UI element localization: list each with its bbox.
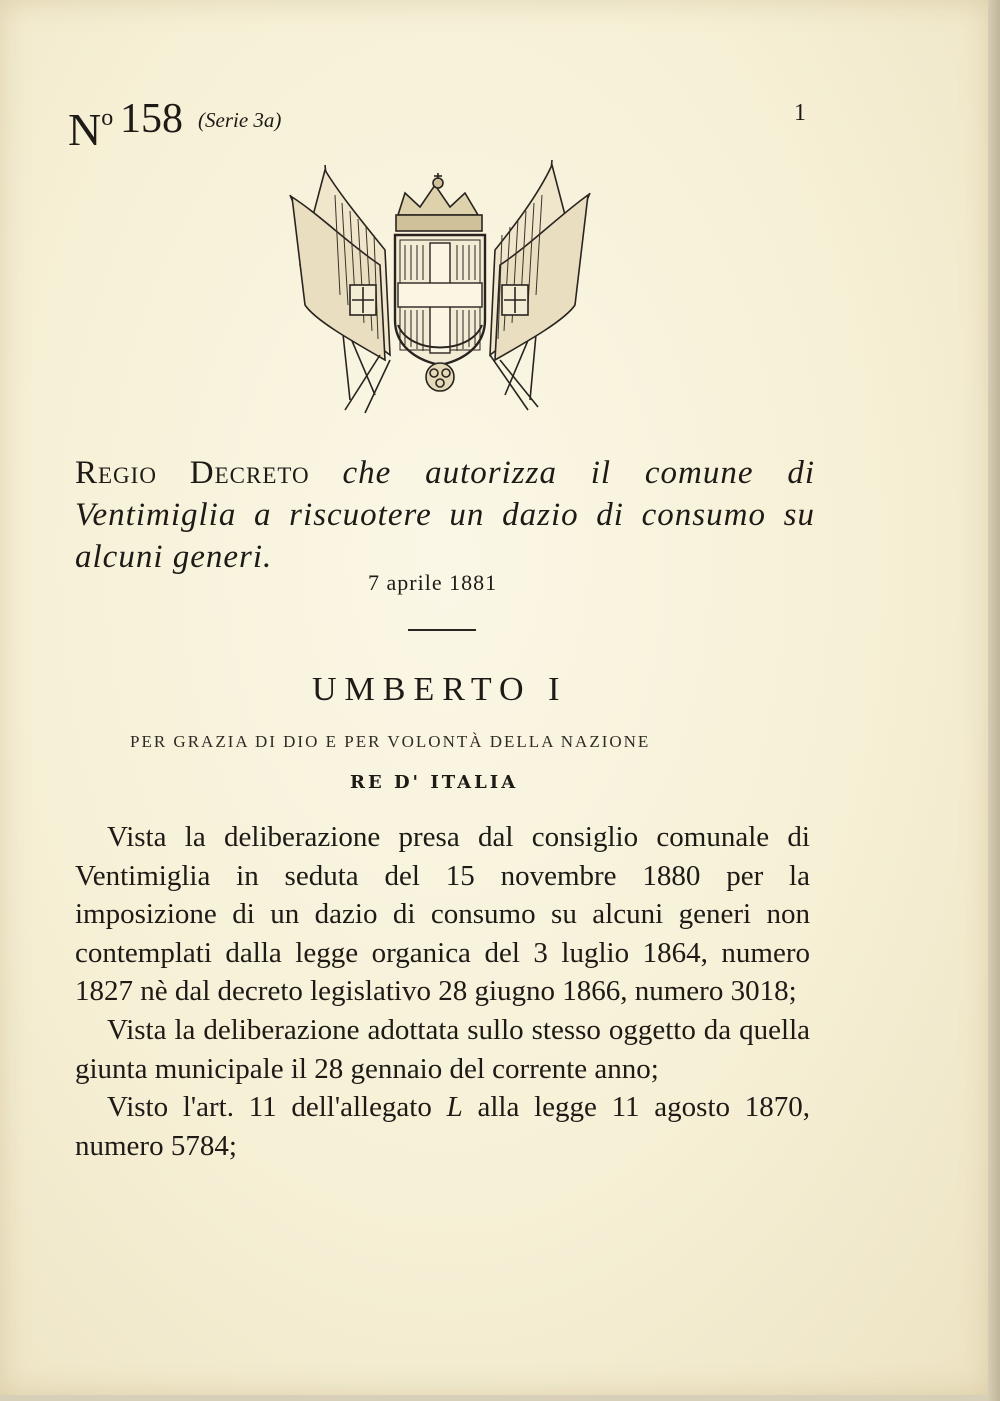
series-label: (Serie 3a) xyxy=(198,108,282,132)
king-title: RE D' ITALIA xyxy=(350,772,519,793)
decree-number: 158 xyxy=(120,96,183,142)
divider-rule xyxy=(408,629,476,631)
decree-date: 7 aprile 1881 xyxy=(368,570,498,595)
page-number: 1 xyxy=(794,100,806,126)
paragraph-3: Visto l'art. 11 dell'allegato L alla legge 11 agosto 1870, numero 5784; xyxy=(75,1091,811,1162)
king-grace-formula: PER GRAZIA DI DIO E PER VOLONTÀ DELLA NAZIONE xyxy=(130,732,651,751)
savoy-coat-of-arms-icon xyxy=(280,155,600,415)
number-prefix: $N^o$ xyxy=(68,104,114,155)
paragraph-2: Vista la deliberazione adottata sullo stesso oggetto da quella giunta municipale il 28 gennaio del corrente anno; xyxy=(75,1013,810,1085)
title-subject: che autorizza il comune di Ventimiglia a riscuotere un dazio di consumo su alcuni generi. xyxy=(75,455,816,575)
page-edge xyxy=(988,0,1000,1401)
paragraph-1: Vista la deliberazione presa dal consiglio comunale di Ventimiglia in seduta del 15 novembre 1880 per la imposizione di un dazio di consumo su alcuni generi non contemplati dalla legge organica del 3 luglio 1864, numero 1827 nè dal decreto legislativo 28 giugno 1866, numero 3018; xyxy=(75,821,810,1008)
decree-body xyxy=(75,818,810,1165)
king-name: UMBERTO I xyxy=(312,671,568,708)
decree-title xyxy=(75,452,815,578)
title-regio: Regio xyxy=(75,455,157,491)
title-decreto: Decreto xyxy=(189,455,310,491)
